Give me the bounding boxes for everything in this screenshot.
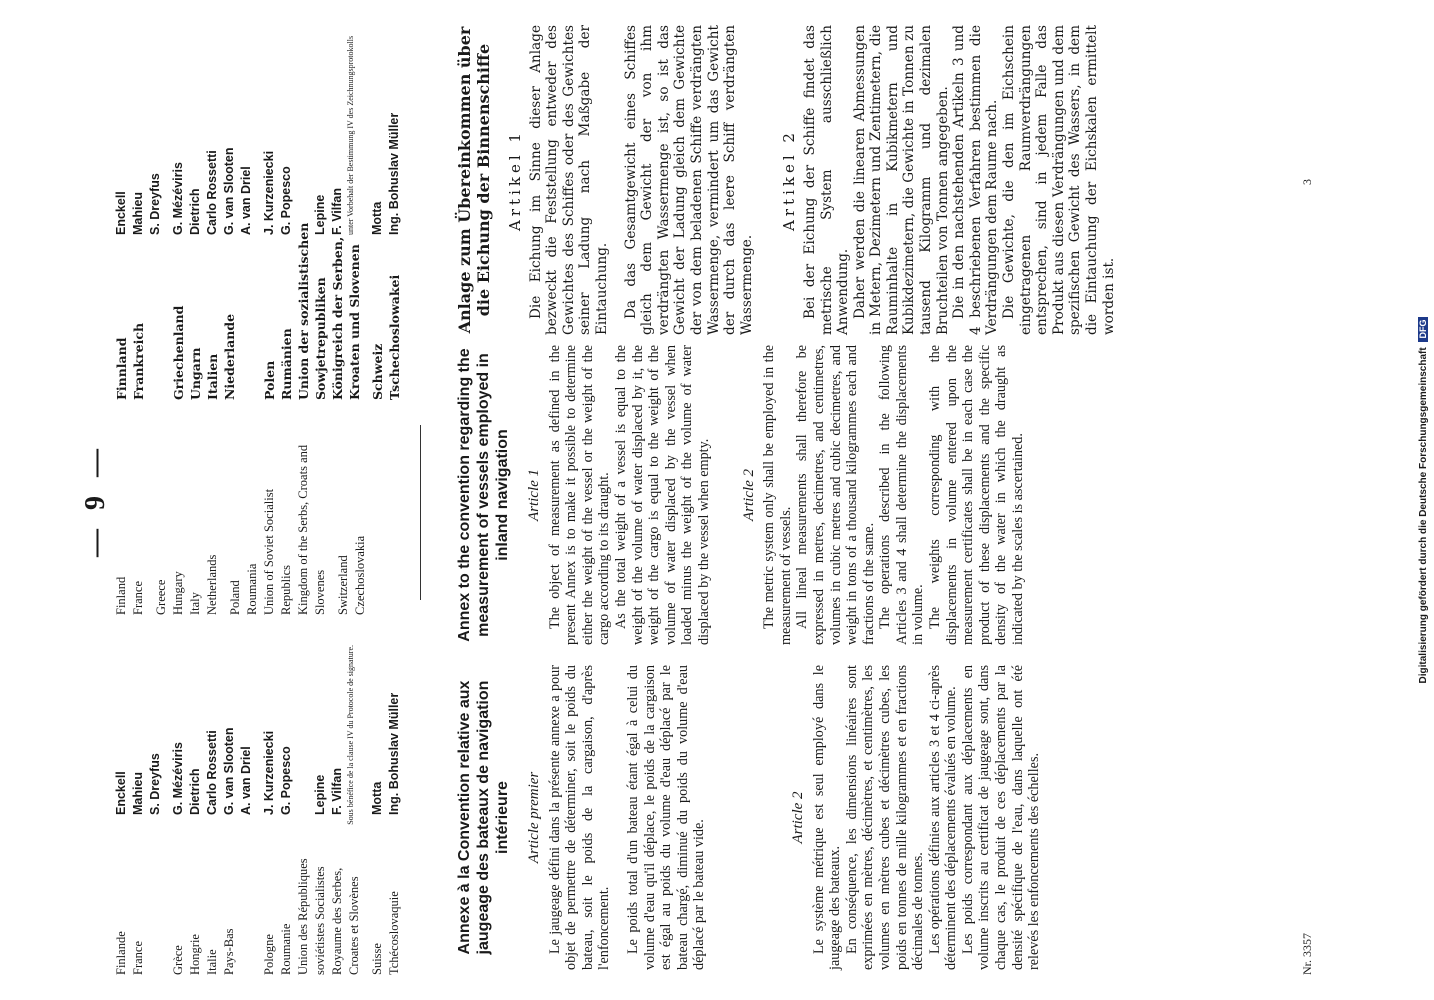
signatory-row bbox=[295, 645, 312, 975]
signatory-name: Ing. Bohuslav Müller bbox=[387, 112, 401, 235]
signatory-row bbox=[352, 435, 369, 615]
signatory-country: Kroaten und Slovenen bbox=[347, 244, 362, 400]
signatory-country: Tchécoslovaquie bbox=[387, 891, 401, 975]
signatory-row bbox=[295, 10, 312, 400]
signatory-row bbox=[346, 645, 363, 975]
german-article-2-para-2: Daher werden die linearen Abmessungen in Metern, Dezimetern und Zentimetern, die Rauminhalte in Kubikmetern und Kubikdezimetern, die Gewichte in Tonnen zu tausend Kilogramm und dezimalen Bruchteilen von Tonnen angegeben. bbox=[851, 25, 951, 335]
signatory-country: Switzerland bbox=[336, 555, 350, 615]
signatory-country: Czechoslovakia bbox=[353, 535, 367, 615]
annex-german-title: Anlage zum Übereinkommen über die Eichung der Binnenschiffe bbox=[455, 26, 493, 334]
signatory-row bbox=[147, 645, 164, 975]
signature-reservation-note: Sous bénéfice de la clause IV du Protocole de signature. bbox=[346, 645, 355, 825]
signatory-country bbox=[147, 235, 164, 400]
signatory-country: Sowjetrepubliken bbox=[313, 277, 328, 400]
divider-rule bbox=[420, 425, 421, 600]
english-article-1-para-1: The object of measurement as defined in the present Annex is to make it possible to determine either the weight of the vessel or the weight of the cargo according to its draught. bbox=[546, 345, 613, 645]
signatory-country: Rumänien bbox=[279, 328, 294, 400]
signatory-name: G. Popesco bbox=[279, 166, 293, 235]
signatory-country: France bbox=[131, 580, 145, 615]
german-article-2-heading: Artikel 2 bbox=[780, 129, 799, 231]
signatory-row bbox=[113, 645, 130, 975]
dfg-logo: DFG bbox=[1418, 317, 1428, 342]
german-article-1-para-2: Da das Gesamtgewicht eines Schiffes gleich dem Gewicht der von ihm verdrängten Wassermenge ist, so ist das Gewicht der Ladung gleich dem Gewichte der von dem beladenen Schiffe verdrängten Wassermenge, vermindert um das Gewicht der durch das leere Schiff verdrängten Wassermenge. bbox=[622, 25, 755, 335]
french-article-2-heading: Article 2 bbox=[789, 791, 806, 844]
signatory-name bbox=[346, 645, 363, 825]
signatory-name: Lepine bbox=[313, 194, 327, 235]
signatory-row bbox=[170, 10, 187, 400]
signatory-name: Dietrich bbox=[188, 188, 202, 235]
page-footer-number: 3 bbox=[1300, 179, 1314, 185]
signatory-name: Motta bbox=[370, 201, 384, 235]
french-article-1-heading: Article premier bbox=[526, 771, 542, 864]
signatory-country: Ungarn bbox=[188, 347, 203, 400]
signatory-row bbox=[153, 435, 170, 615]
signatory-row bbox=[329, 645, 346, 975]
signatory-country: soviétistes Socialistes bbox=[313, 866, 327, 975]
english-article-2-para-3: The operations described in the following Articles 3 and 4 shall determine the displacements in volume. bbox=[877, 345, 927, 645]
signatory-name: F. Vilfan bbox=[330, 187, 344, 235]
signatory-row bbox=[130, 435, 147, 615]
signatory-name: Carlo Rossetti bbox=[205, 730, 219, 815]
signatory-row bbox=[130, 10, 147, 400]
signatory-name: G. van Slooten bbox=[222, 147, 236, 235]
page-number: — 9 — bbox=[80, 443, 111, 557]
annex-english-title: Annex to the convention regarding the measurement of vessels employed in inland navigation bbox=[456, 348, 511, 642]
german-article-1-para-1: Die Eichung im Sinne dieser Anlage bezweckt die Feststellung entweder des Gewichtes des Schiffes oder des Gewichtes seiner Ladung nach Maßgabe der Eintauchung. bbox=[527, 25, 610, 335]
signatory-country: Griechenland bbox=[171, 305, 186, 400]
french-article-2-para-1: Le système métrique est seul employé dans le jaugeage des bateaux. bbox=[810, 665, 844, 970]
signature-reservation-note: unter Vorbehalt der Bestimmung IV des Zeichnungsprotokolls bbox=[346, 35, 355, 235]
signatories-french bbox=[113, 645, 403, 975]
signatory-country: Italy bbox=[188, 592, 202, 615]
french-article-2-para-2: En conséquence, les dimensions linéaires sont exprimées en mètres, décimètres, et centimètres, les volumes en mètres cubes et décimètres cubes, les poids en tonnes de mille kilogrammes et en fractions décimales de tonnes. bbox=[843, 665, 927, 970]
english-article-2-heading: Article 2 bbox=[740, 468, 757, 522]
signatory-country: Union der sozialistischen bbox=[296, 222, 311, 400]
annex-french-column bbox=[455, 665, 1043, 970]
signatory-country: Polen bbox=[262, 360, 277, 400]
signatory-row bbox=[170, 645, 187, 975]
signatory-country: Suisse bbox=[370, 943, 384, 975]
signatory-country: Finlande bbox=[114, 931, 128, 975]
german-article-2-para-3: Die in den nachstehenden Artikeln 3 und 4 beschriebenen Verfahren bestimmen die Verdrängungen dem Raume nach. bbox=[951, 25, 1001, 335]
signatory-name: Lepine bbox=[313, 774, 327, 815]
signatory-name: F. Vilfan bbox=[330, 767, 344, 815]
annex-english-column bbox=[455, 345, 1027, 645]
signatory-name: Carlo Rossetti bbox=[205, 150, 219, 235]
french-article-1-para-2: Le poids total d'un bateau étant égal à celui du volume d'eau qu'il déplace, le poids de la cargaison est égal au poids du volume d'eau déplacé par le bateau chargé, diminué du poids du volume d'eau déplacé par le bateau vide. bbox=[624, 665, 708, 970]
signatory-row bbox=[170, 435, 187, 615]
signatory-name: G. Mézéviris bbox=[171, 742, 185, 815]
signatory-name: Motta bbox=[370, 781, 384, 815]
signatory-country: Pays-Bas bbox=[222, 928, 236, 975]
signatory-row bbox=[261, 645, 278, 975]
signatory-country: Croates et Slovènes bbox=[347, 876, 361, 975]
signatory-country: Poland bbox=[228, 580, 242, 615]
signatory-name: Enckell bbox=[114, 191, 128, 235]
signatory-country: Hongrie bbox=[188, 934, 202, 975]
signatory-country: Königreich der Serben, bbox=[330, 236, 345, 400]
german-article-2-para-4: Die Gewichte, die den im Eichschein eingetragenen Raumverdrängungen entsprechen, sind in jedem Falle das Produkt aus diesen Verdrängungen und dem spezifischen Gewicht des Wassers, in dem die Eintauchung der Eichskalen ermittelt worden ist. bbox=[1001, 25, 1117, 335]
signatory-name bbox=[346, 36, 363, 235]
signatory-row bbox=[278, 645, 295, 975]
signatory-name: A. van Driel bbox=[239, 166, 253, 235]
signatory-row bbox=[386, 645, 403, 975]
document-number: Nr. 3357 bbox=[1300, 933, 1314, 975]
signatories-german bbox=[113, 10, 403, 400]
french-article-1-para-1: Le jaugeage défini dans la présente annexe a pour objet de permettre de déterminer, soit le poids du bateau, soit le poids de la cargaison, d'après l'enfoncement. bbox=[546, 665, 613, 970]
signatory-country: Italie bbox=[205, 949, 219, 975]
signatory-row bbox=[204, 435, 221, 615]
signatory-row bbox=[187, 10, 204, 400]
signatory-name: Enckell bbox=[114, 771, 128, 815]
signatory-name: J. Kurzeniecki bbox=[262, 730, 276, 815]
signatory-country: Schweiz bbox=[370, 343, 385, 400]
english-article-2-para-2: All lineal measurements shall therefore be expressed in metres, decimetres, and centimetres, volumes in cubic metres and cubic decimetres, and weight in tons of a thousand kilogrammes each and fractions of the same. bbox=[794, 345, 877, 645]
signatory-country bbox=[238, 815, 255, 975]
signatory-row bbox=[261, 435, 295, 615]
english-article-1-para-2: As the total weight of a vessel is equal to the weight of the volume of water displaced by it, the weight of the cargo is equal to the weight of the volume of water displaced by the vessel when loaded minus the weight of the volume of water displaced by the vessel when empty. bbox=[612, 345, 712, 645]
signatory-country: Roumanie bbox=[279, 923, 293, 975]
signatory-row bbox=[147, 10, 164, 400]
signatory-row bbox=[346, 10, 363, 400]
signatory-name: J. Kurzeniecki bbox=[262, 150, 276, 235]
signatory-country: Greece bbox=[154, 579, 168, 615]
signatory-country: Italien bbox=[205, 353, 220, 400]
annex-french-title: Annexe à la Convention relative aux jaugeage des bateaux de navigation intérieure bbox=[456, 680, 511, 955]
signatory-row bbox=[238, 10, 255, 400]
signatory-country: Niederlande bbox=[222, 313, 237, 400]
signatory-row bbox=[187, 435, 204, 615]
signatory-row bbox=[278, 10, 295, 400]
english-article-2-para-4: The weights corresponding with the displacements in volume entered upon the measurement certificates shall be in each case the product of these displacements and the specific density of the water in which the draught as indicated by the scales is ascertained. bbox=[927, 345, 1027, 645]
german-article-2-para-1: Bei der Eichung der Schiffe findet das metrische System ausschließlich Anwendung. bbox=[801, 25, 852, 335]
signatories-english bbox=[113, 435, 369, 615]
signatory-name: S. Dreyfus bbox=[148, 753, 162, 815]
signatory-row bbox=[204, 10, 221, 400]
signatory-country bbox=[238, 235, 255, 400]
signatory-row bbox=[130, 645, 147, 975]
signatory-country: Finland bbox=[114, 576, 128, 615]
french-article-2-para-3: Les opérations définies aux articles 3 et 4 ci-après déterminent des déplacements évalués en volume. bbox=[926, 665, 960, 970]
signatory-row bbox=[204, 645, 221, 975]
signatory-country: Hungary bbox=[171, 571, 185, 615]
digitization-credit bbox=[1418, 0, 1429, 1000]
signatory-name: Mahieu bbox=[131, 771, 145, 815]
signatory-row bbox=[221, 645, 238, 975]
signatory-name: G. van Slooten bbox=[222, 727, 236, 815]
signatory-row bbox=[244, 435, 261, 615]
signatory-row bbox=[187, 645, 204, 975]
signatory-row bbox=[386, 10, 403, 400]
english-article-2-para-1: The metric system only shall be employed in the measurement of vessels. bbox=[761, 345, 794, 645]
signatory-country: Kingdom of the Serbs, Croats and Slovenes bbox=[296, 444, 327, 615]
signatory-name: A. van Driel bbox=[239, 746, 253, 815]
signatory-row bbox=[312, 10, 329, 400]
signatory-name: G. Popesco bbox=[279, 746, 293, 815]
english-article-1-heading: Article 1 bbox=[526, 468, 542, 522]
signatory-row bbox=[113, 435, 130, 615]
signatory-name: S. Dreyfus bbox=[148, 173, 162, 235]
signatory-row bbox=[113, 10, 130, 400]
signatory-row bbox=[221, 10, 238, 400]
signatory-country: Frankreich bbox=[131, 322, 146, 400]
signatory-row bbox=[227, 435, 244, 615]
signatory-country: Grèce bbox=[171, 945, 185, 975]
signatory-row bbox=[295, 435, 329, 615]
german-article-1-heading: Artikel 1 bbox=[506, 129, 524, 231]
signatory-row bbox=[369, 645, 386, 975]
signatory-country: Roumania bbox=[245, 563, 259, 615]
signatory-country: Union of Soviet Socialist Republics bbox=[262, 488, 293, 615]
signatory-name: Mahieu bbox=[131, 191, 145, 235]
credit-text: Digitalisierung gefördert durch die Deutsche Forschungsgemeinschaft bbox=[1418, 347, 1429, 684]
french-article-2-para-4: Les poids correspondant aux déplacements en volume inscrits au certificat de jaugeage sont, dans chaque cas, le produit de ces déplacements par la densité spécifique de l'eau, dans laquelle ont été relevés les enfoncements des échelles. bbox=[959, 665, 1043, 970]
signatory-country bbox=[147, 815, 164, 975]
signatory-country: Finnland bbox=[114, 337, 129, 400]
signatory-country: Tschechoslowakei bbox=[387, 274, 402, 400]
signatory-row bbox=[238, 645, 255, 975]
signatory-country: Pologne bbox=[262, 934, 276, 975]
signatory-row bbox=[329, 10, 346, 400]
signatory-country: Netherlands bbox=[205, 554, 219, 615]
signatory-name: Ing. Bohuslav Müller bbox=[387, 692, 401, 815]
signatory-row bbox=[261, 10, 278, 400]
signatory-row bbox=[312, 645, 329, 975]
signatory-name: Dietrich bbox=[188, 768, 202, 815]
annex-german-column bbox=[455, 25, 1117, 335]
signatory-country: Royaume des Serbes, bbox=[330, 867, 344, 975]
signatory-name: G. Mézéviris bbox=[171, 162, 185, 235]
signatory-country: France bbox=[131, 940, 145, 975]
signatory-country: Union des Républiques bbox=[296, 858, 310, 975]
signatory-row bbox=[369, 10, 386, 400]
signatory-row bbox=[335, 435, 352, 615]
